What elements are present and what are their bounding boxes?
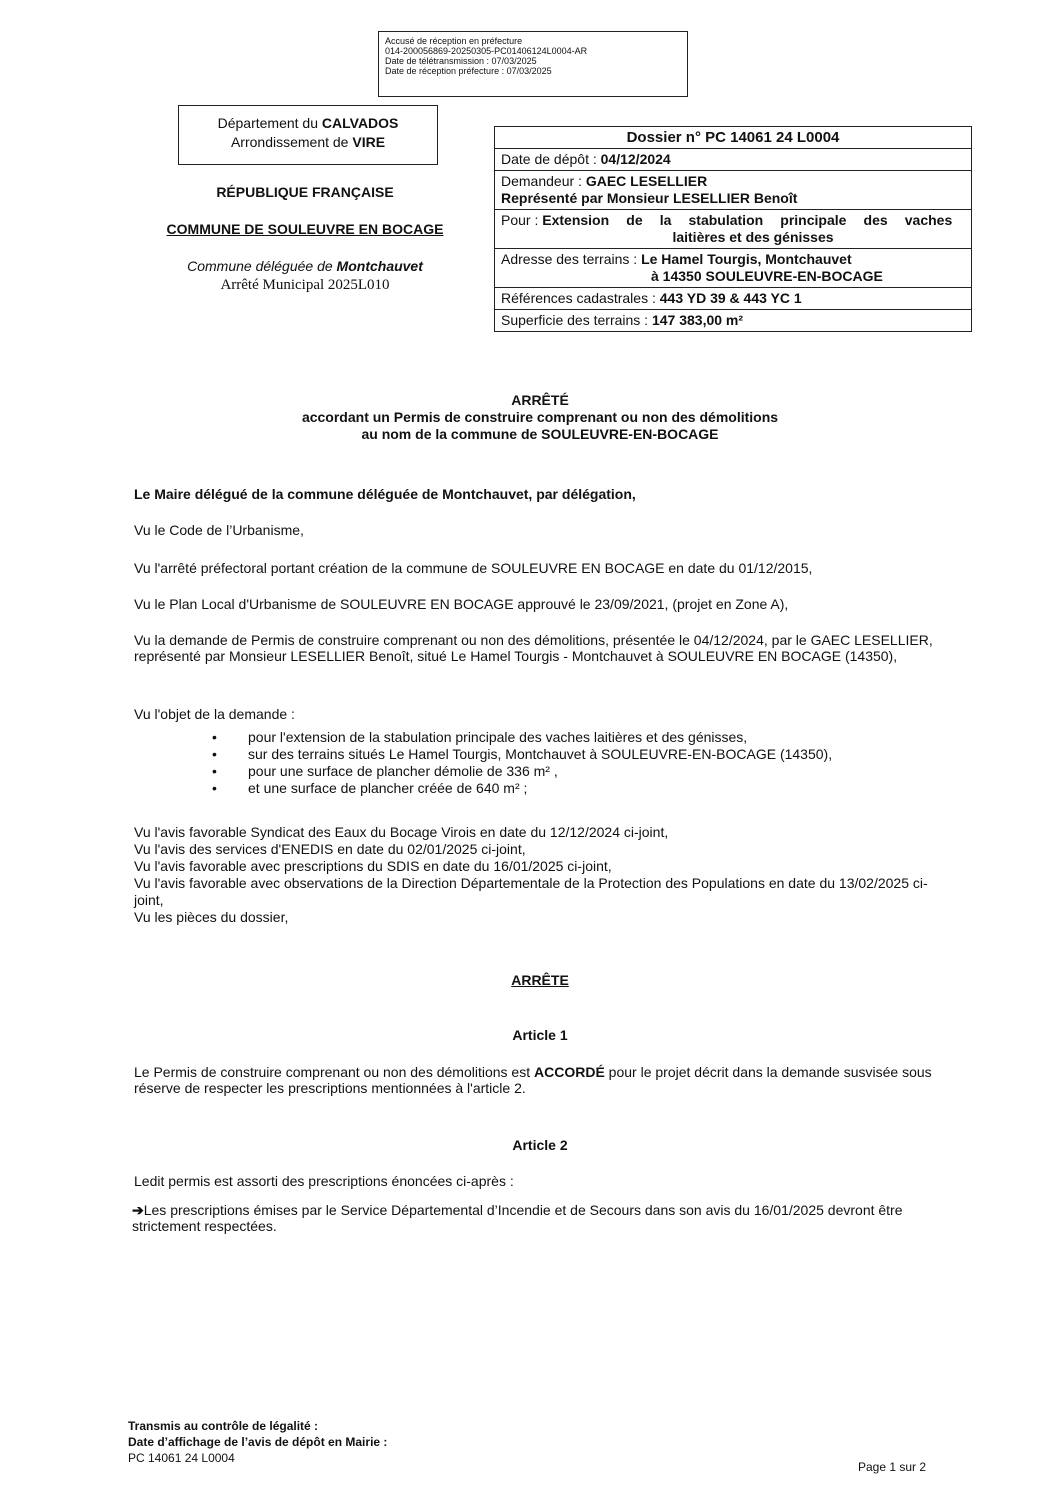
arrow-right-icon: ➔ [132, 1202, 144, 1218]
demandeur-label: Demandeur : [501, 173, 586, 189]
pour-label: Pour : [501, 212, 543, 228]
article-2-intro: Ledit permis est assorti des prescriptions énoncées ci-après : [134, 1173, 514, 1189]
represente-value: Représenté par Monsieur LESELLIER Benoît [501, 190, 798, 206]
date-depot-row [495, 149, 972, 171]
arrete-heading: ARRÊTE [511, 972, 569, 988]
prefecture-receipt-stamp [378, 31, 688, 97]
stamp-line: 014-200056869-20250305-PC01406124L0004-AR [385, 46, 588, 56]
article-1-text [134, 1064, 946, 1096]
adresse-row [495, 249, 972, 288]
article-1-title: Article 1 [512, 1027, 568, 1043]
title-line-1: ARRÊTÉ [511, 392, 569, 408]
maire-statement: Le Maire délégué de la commune déléguée de Montchauvet, par délégation, [134, 486, 636, 502]
references-row [495, 288, 972, 310]
vu-plu: Vu le Plan Local d'Urbanisme de SOULEUVRE EN BOCAGE approuvé le 23/09/2021, (projet en Zone A), [134, 596, 789, 612]
vu-arrete-prefectoral: Vu l'arrêté préfectoral portant création de la commune de SOULEUVRE EN BOCAGE en date du 01/12/2015, [134, 560, 813, 576]
demandeur-row [495, 171, 972, 210]
commune-deleguee-name: Montchauvet [336, 258, 423, 274]
pour-line-1: Extension de la stabulation principale des vaches [542, 212, 953, 228]
demandeur-value: GAEC LESELLIER [585, 173, 708, 189]
references-value: 443 YD 39 & 443 YC 1 [659, 290, 802, 306]
superficie-row [495, 310, 972, 332]
list-item: • pour l'extension de la stabulation principale des vaches laitières et des génisses, [212, 729, 952, 746]
adresse-line-2: à 14350 SOULEUVRE-EN-BOCAGE [651, 268, 883, 284]
stamp-line: Date de télétransmission : 07/03/2025 [385, 56, 537, 66]
footer-reference: PC 14061 24 L0004 [128, 1451, 235, 1465]
avis-line: Vu l'avis favorable avec prescriptions du SDIS en date du 16/01/2025 ci-joint, [134, 858, 612, 874]
list-item: • et une surface de plancher créée de 640 m² ; [212, 780, 952, 797]
department-prefix: Département du [217, 115, 322, 131]
article-1-text-after: pour le projet décrit dans la demande susvisée sous réserve de respecter les prescriptions mentionnées à l'article 2. [134, 1064, 932, 1096]
vu-demande: Vu la demande de Permis de construire comprenant ou non des démolitions, présentée le 04/12/2024, par le GAEC LESELLIER, représenté par Monsieur LESELLIER Benoît, situé Le Hamel Tourgis - Montchauvet à SOULEUVRE EN BOCAGE (14350), [134, 632, 933, 664]
republique-heading: RÉPUBLIQUE FRANÇAISE [216, 184, 394, 200]
footer-affichage: Date d’affichage de l’avis de dépôt en Mairie : [128, 1435, 388, 1449]
objet-list [212, 729, 952, 797]
title-line-3: au nom de la commune de SOULEUVRE-EN-BOCAGE [361, 426, 719, 442]
adresse-label: Adresse des terrains : [501, 251, 642, 267]
avis-block [134, 824, 946, 926]
article-1-text-before: Le Permis de construire comprenant ou non des démolitions est [134, 1064, 534, 1080]
superficie-label: Superficie des terrains : [501, 312, 652, 328]
footer-transmis: Transmis au contrôle de légalité : [128, 1419, 319, 1433]
department-name: CALVADOS [321, 115, 399, 131]
prescription-item [132, 1202, 944, 1234]
superficie-value: 147 383,00 m² [651, 312, 744, 328]
references-label: Références cadastrales : [501, 290, 660, 306]
dossier-table [494, 126, 972, 332]
avis-line: Vu l'avis favorable Syndicat des Eaux du Bocage Virois en date du 12/12/2024 ci-joint, [134, 824, 669, 840]
commune-deleguee [130, 258, 480, 274]
avis-line: Vu l'avis favorable avec observations de la Direction Départementale de la Protection des Populations en date du 13/02/2025 ci-joint, [134, 875, 928, 908]
date-depot-label: Date de dépôt : [501, 151, 601, 167]
date-depot-value: 04/12/2024 [600, 151, 671, 167]
commune-deleguee-prefix: Commune déléguée de [187, 258, 337, 274]
department-line [179, 114, 437, 133]
commune-heading: COMMUNE DE SOULEUVRE EN BOCAGE [166, 221, 444, 237]
prescription-text: Les prescriptions émises par le Service Départemental d’Incendie et de Secours dans son avis du 16/01/2025 devront être strictement respectées. [132, 1202, 903, 1234]
list-item: • sur des terrains situés Le Hamel Tourgis, Montchauvet à SOULEUVRE-EN-BOCAGE (14350), [212, 746, 952, 763]
stamp-line: Accusé de réception en préfecture [385, 36, 523, 46]
vu-objet: Vu l'objet de la demande : [134, 706, 295, 722]
pour-row [495, 210, 972, 249]
avis-line: Vu l'avis des services d'ENEDIS en date du 02/01/2025 ci-joint, [134, 841, 526, 857]
pour-line-2: laitières et des génisses [672, 229, 834, 245]
arrondissement-name: VIRE [352, 134, 386, 150]
arrete-municipal-number: Arrêté Municipal 2025L010 [220, 277, 390, 293]
page-number: Page 1 sur 2 [858, 1460, 927, 1474]
department-box [178, 105, 438, 165]
title-line-2: accordant un Permis de construire comprenant ou non des démolitions [301, 409, 779, 425]
article-2-title: Article 2 [512, 1137, 568, 1153]
stamp-line: Date de réception préfecture : 07/03/2025 [385, 66, 552, 76]
arrondissement-line [179, 133, 437, 152]
arrondissement-prefix: Arrondissement de [230, 134, 353, 150]
avis-line: Vu les pièces du dossier, [134, 909, 289, 925]
accorde-word: ACCORDÉ [534, 1064, 605, 1080]
list-item: • pour une surface de plancher démolie de 336 m² , [212, 763, 952, 780]
adresse-line-1: Le Hamel Tourgis, Montchauvet [641, 251, 852, 267]
dossier-title: Dossier n° PC 14061 24 L0004 [495, 127, 972, 149]
document-title [140, 392, 940, 443]
vu-code-urbanisme: Vu le Code de l’Urbanisme, [134, 522, 304, 538]
